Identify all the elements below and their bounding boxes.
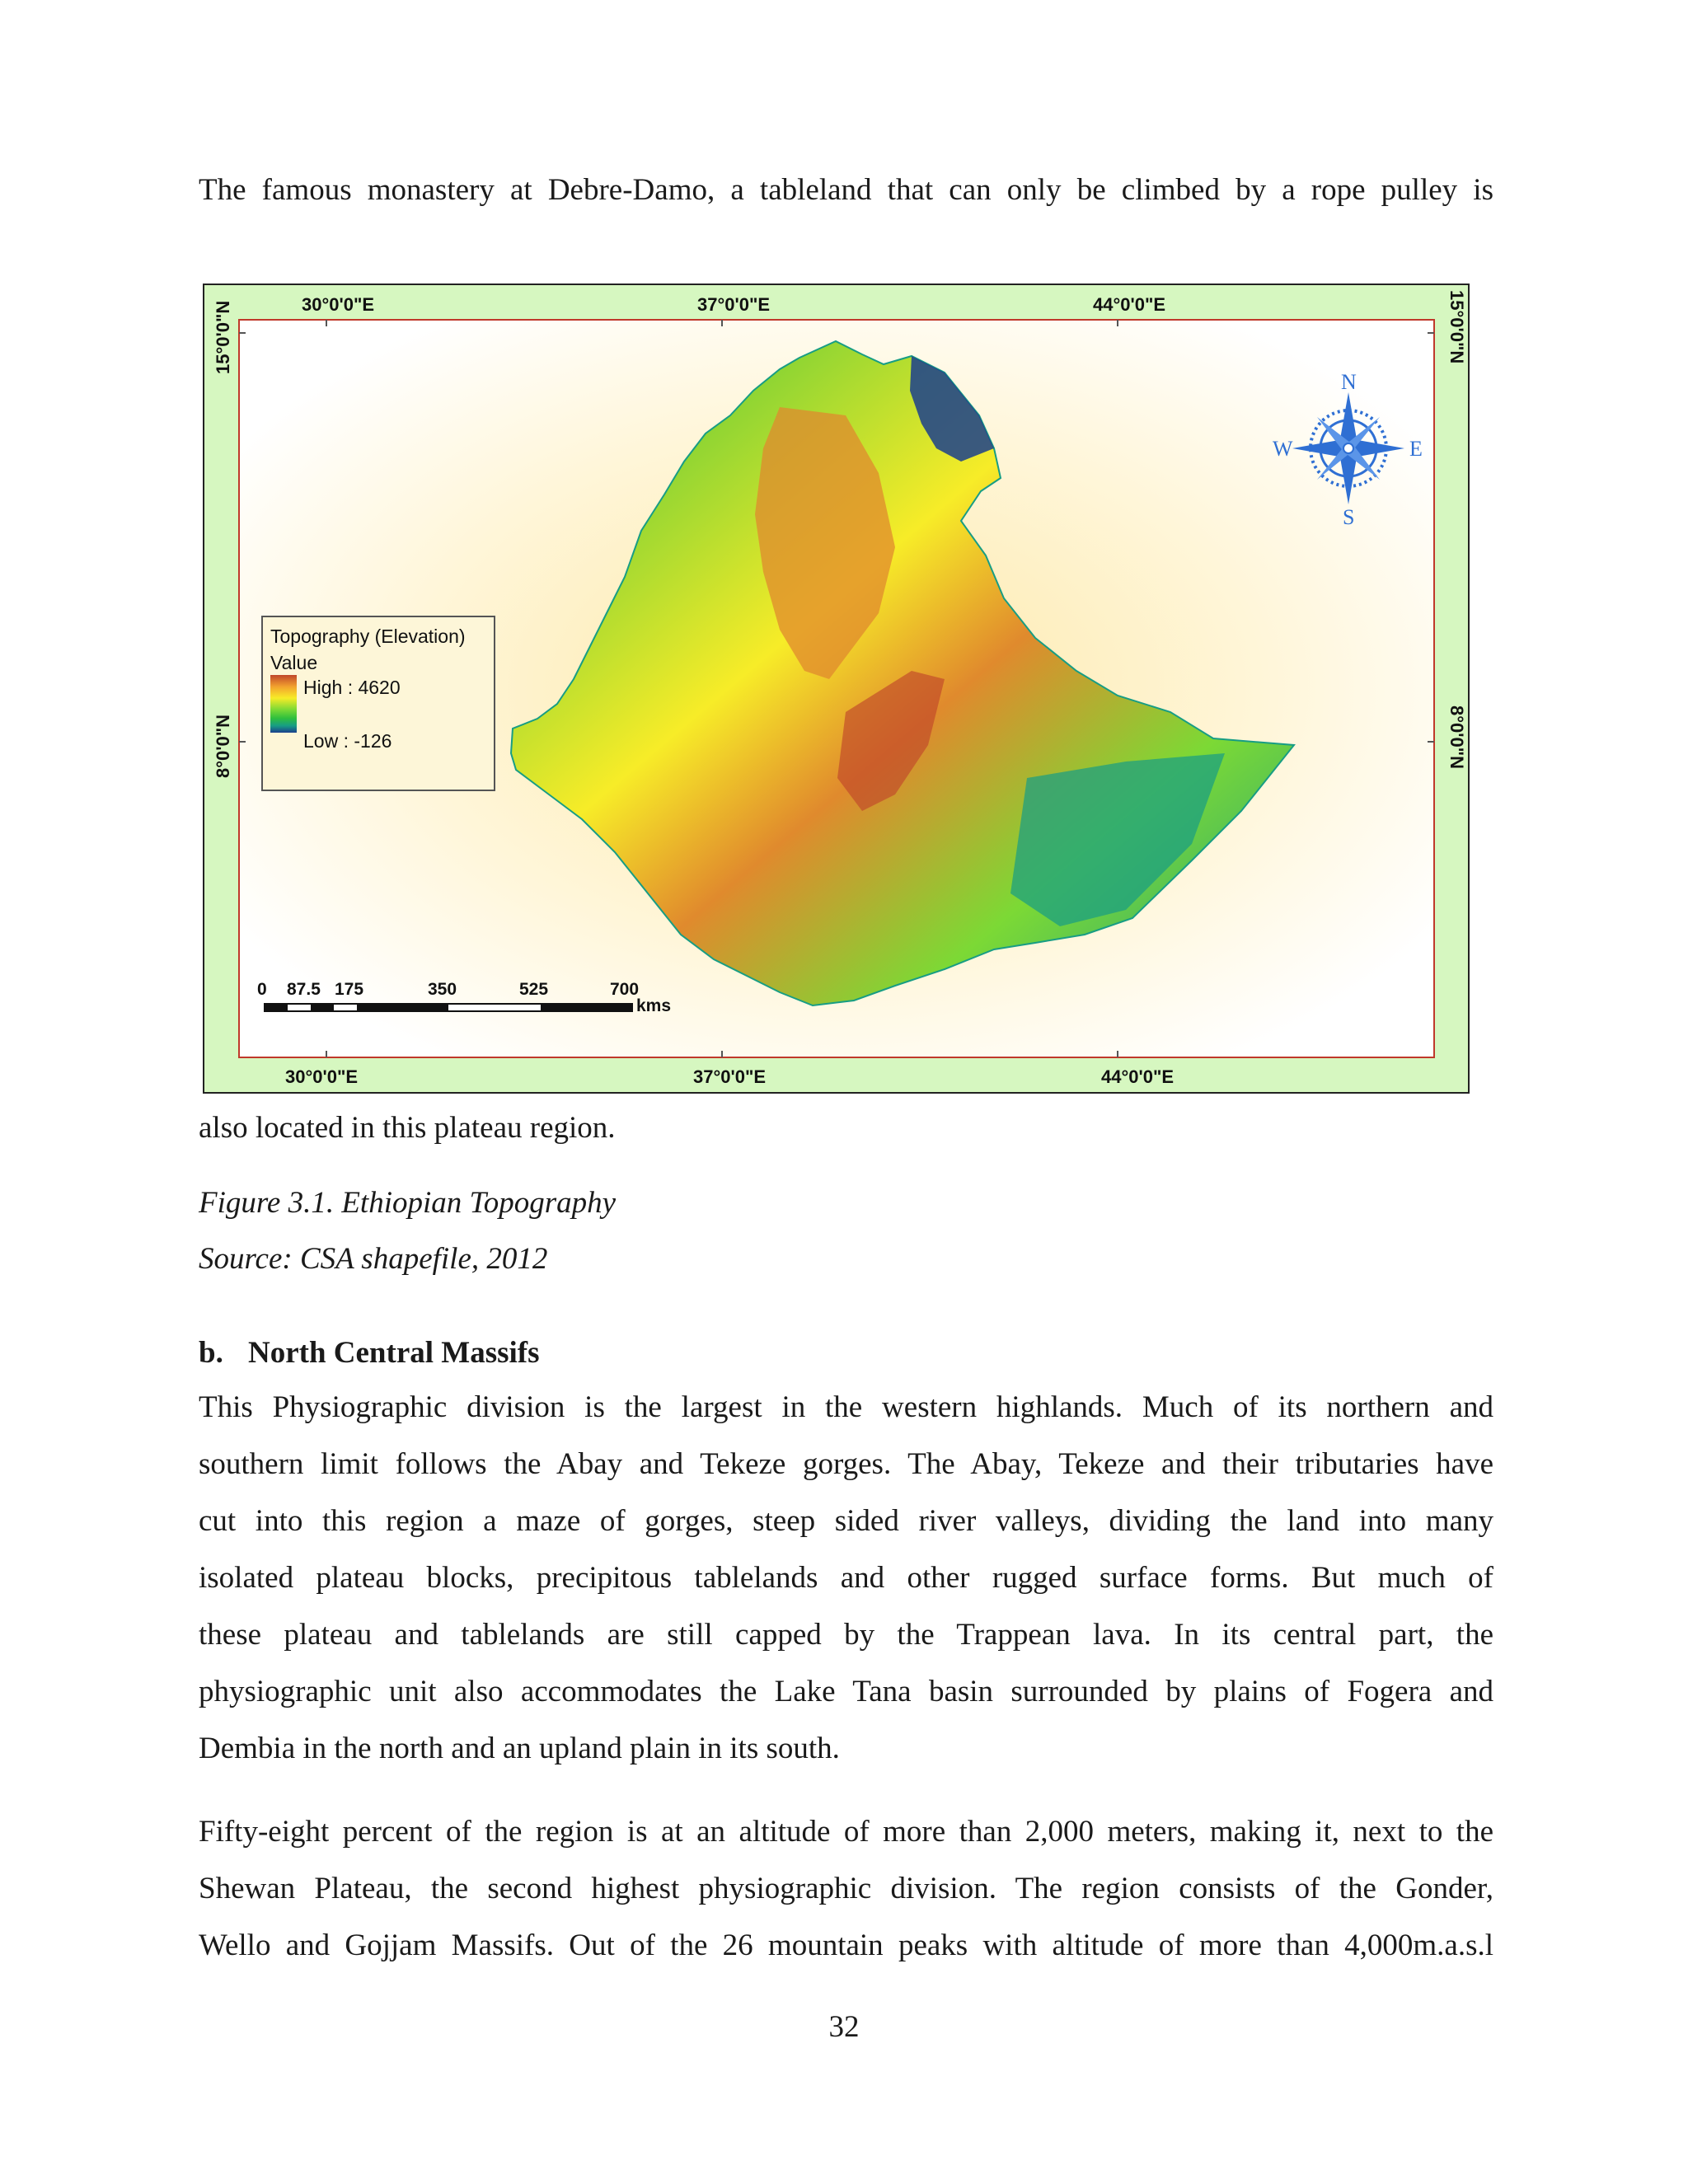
topography-map-figure [203,284,1470,1094]
legend-high: High : 4620 [303,677,401,698]
intro-text: The famous monastery at Debre-Damo, a tableland that can only be climbed by a rope pulley is [199,173,1493,207]
legend-title: Topography (Elevation) [270,626,466,647]
paragraph-line: southern limit follows the Abay and Tekeze gorges. The Abay, Tekeze and their tributaries have [199,1447,1493,1481]
left-lat-label: 8°0'0"N [213,714,233,778]
left-lat-label: 15°0'0"N [213,300,233,374]
paragraph-line: Dembia in the north and an upland plain in its south. [199,1732,840,1765]
section-title: North Central Massifs [248,1336,540,1370]
paragraph-line: cut into this region a maze of gorges, steep sided river valleys, dividing the land into many [199,1504,1493,1538]
right-lat-label: 8°0'0"N [1447,705,1467,770]
paragraph-line: Fifty-eight percent of the region is at an altitude of more than 2,000 meters, making it, next to the [199,1815,1493,1849]
paragraph-line: This Physiographic division is the largest in the western highlands. Much of its northern and [199,1390,1493,1424]
scale-unit: kms [636,996,672,1015]
bottom-lon-label: 44°0'0"E [1101,1066,1175,1087]
legend-value-label: Value [270,652,318,673]
paragraph-line: Wello and Gojjam Massifs. Out of the 26 mountain peaks with altitude of more than 4,000m.a.s.l [199,1929,1493,1962]
scale-tick: 87.5 [287,980,321,999]
scale-tick: 700 [610,980,640,999]
section-heading [199,1335,540,1371]
compass-e: E [1409,437,1423,461]
paragraph-line: Shewan Plateau, the second highest physiographic division. The region consists of the Gonder, [199,1872,1493,1905]
top-lon-label: 44°0'0"E [1093,294,1166,315]
scale-tick: 0 [257,980,267,999]
top-lon-label: 30°0'0"E [302,294,375,315]
legend-low: Low : -126 [303,730,392,752]
legend-color-ramp [270,675,297,733]
page-number: 32 [828,2010,860,2044]
section-paragraph-1 [199,1379,1493,1777]
bottom-lon-label: 37°0'0"E [693,1066,767,1087]
section-paragraph-2 [199,1803,1493,1974]
map-legend [262,616,495,790]
compass-w: W [1273,437,1293,461]
right-lat-label: 15°0'0"N [1447,290,1467,364]
scale-tick: 525 [519,980,549,999]
top-lon-label: 37°0'0"E [697,294,771,315]
compass-s: S [1343,505,1355,529]
figure-caption: Figure 3.1. Ethiopian Topography [199,1186,617,1220]
compass-n: N [1341,370,1357,394]
section-number: b. [199,1336,223,1370]
paragraph-line: isolated plateau blocks, precipitous tablelands and other rugged surface forms. But much of [199,1561,1493,1595]
bottom-lon-label: 30°0'0"E [285,1066,359,1087]
figure-source: Source: CSA shapefile, 2012 [199,1242,548,1276]
scale-tick: 175 [335,980,364,999]
continuation-text: also located in this plateau region. [199,1111,616,1145]
paragraph-line: these plateau and tablelands are still capped by the Trappean lava. In its central part, the [199,1618,1493,1652]
paragraph-line: physiographic unit also accommodates the Lake Tana basin surrounded by plains of Fogera and [199,1675,1493,1708]
scale-tick: 350 [428,980,457,999]
